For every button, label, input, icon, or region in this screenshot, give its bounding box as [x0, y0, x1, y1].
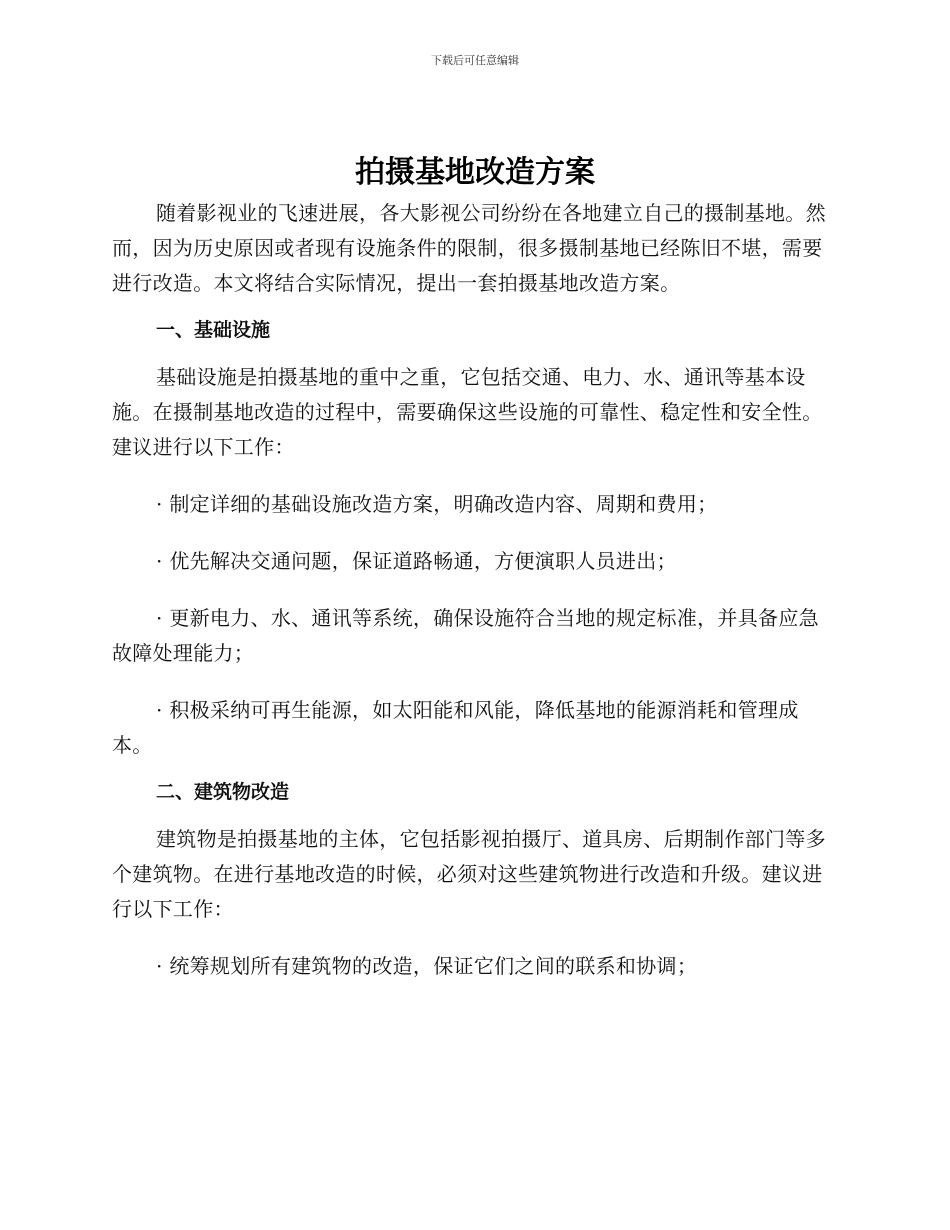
list-item: · 优先解决交通问题，保证道路畅通，方便演职人员进出； [156, 549, 677, 573]
document-body [112, 150, 838, 984]
page-header: 下载后可任意编辑 [431, 54, 519, 67]
list-item: · 积极采纳可再生能源，如太阳能和风能，降低基地的能源消耗和管理成本。 [112, 698, 799, 757]
section-body-buildings: 建筑物是拍摄基地的主体，它包括影视拍摄厅、道具房、后期制作部门等多个建筑物。在进行基地改造的时候，必须对这些建筑物进行改造和升级。建议进行以下工作： [112, 827, 826, 921]
section-heading-infrastructure: 一、基础设施 [156, 319, 271, 341]
section-body-infrastructure: 基础设施是拍摄基地的重中之重，它包括交通、电力、水、通讯等基本设施。在摄制基地改造的过程中，需要确保这些设施的可靠性、稳定性和安全性。建议进行以下工作： [112, 365, 823, 459]
section-heading-buildings: 二、建筑物改造 [156, 781, 290, 803]
intro-paragraph: 随着影视业的飞速进展，各大影视公司纷纷在各地建立自己的摄制基地。然而，因为历史原因或者现有设施条件的限制，很多摄制基地已经陈旧不堪，需要进行改造。本文将结合实际情况，提出一套拍摄基地改造方案。 [112, 201, 826, 295]
document-title: 拍摄基地改造方案 [355, 155, 595, 190]
list-item: · 更新电力、水、通讯等系统，确保设施符合当地的规定标准，并具备应急故障处理能力； [112, 606, 819, 665]
list-item: · 制定详细的基础设施改造方案，明确改造内容、周期和费用； [156, 492, 718, 516]
list-item: · 统筹规划所有建筑物的改造，保证它们之间的联系和协调； [156, 954, 698, 978]
